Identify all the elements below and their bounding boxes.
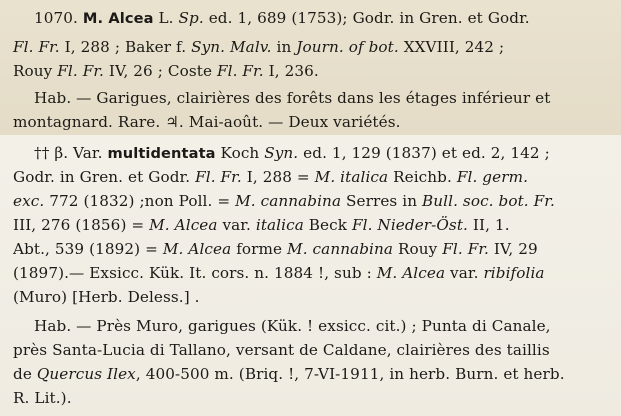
italic-text-segment: M. italica (314, 168, 389, 186)
text-segment: Serres in (341, 192, 423, 210)
variety-entry-section (0, 135, 621, 416)
variety-prefix: Var. (68, 144, 108, 162)
italic-text-segment: Fl. Fr. (13, 38, 60, 56)
variety-habitat-line-4: R. Lit.). (13, 389, 72, 407)
text-segment: II, 1. (467, 216, 510, 234)
italic-text-segment: Fl. Nieder-Öst. (351, 216, 468, 234)
text-segment: Reichb. (388, 168, 457, 186)
italic-text-segment: M. Alcea (149, 216, 218, 234)
italic-text-segment: Journ. of bot. (296, 38, 399, 56)
italic-text-segment: Syn. Malv. (191, 38, 272, 56)
text-segment: I, 288 ; Baker f. (59, 38, 192, 56)
text-segment: Beck (303, 216, 352, 234)
species-entry-section (0, 0, 621, 135)
text-segment: Abt., 539 (1892) = (13, 240, 163, 258)
italic-text-segment: Syn. (264, 144, 299, 162)
italic-text-segment: M. cannabina (287, 240, 394, 258)
italic-text-segment: Fl. Fr. (57, 62, 104, 80)
text-segment: ed. 1, 129 (1837) et ed. 2, 142 ; (298, 144, 550, 162)
variety-line-2 (13, 168, 528, 186)
variety-habitat-line-1: Hab. — Près Muro, garigues (Kük. ! exsicc. cit.) ; Punta di Canale, (34, 317, 551, 335)
citation-line-3 (13, 62, 319, 80)
italic-text-segment: M. Alcea (376, 264, 446, 282)
italic-text-segment: Bull. soc. bot. Fr. (422, 192, 555, 210)
text-segment: , 400-500 m. (Briq. !, 7-VI-1911, in herb. Burn. et herb. (135, 365, 565, 383)
text-segment: ed. 1, 689 (1753); Godr. in Gren. et Godr. (203, 9, 530, 27)
variety-heading-line (34, 144, 550, 163)
habitat-line-1: Hab. — Garigues, clairières des forêts dans les étages inférieur et (34, 89, 551, 107)
text-segment: Koch (215, 144, 265, 162)
text-segment: de (13, 365, 37, 383)
text-segment: I, 236. (263, 62, 319, 80)
italic-text-segment: M. cannabina (235, 192, 342, 210)
italic-text-segment: Quercus Ilex (36, 365, 136, 383)
text-segment: var. (445, 264, 484, 282)
variety-line-5 (13, 240, 538, 258)
variety-line-3 (13, 192, 555, 210)
text-segment: Rouy (13, 62, 58, 80)
species-number: 1070. (34, 9, 78, 27)
italic-text-segment: Fl. Fr. (216, 62, 264, 80)
text-segment: 772 (1832) ;non Poll. = (44, 192, 236, 210)
species-heading-line (34, 9, 530, 28)
italic-text-segment: Fl. germ. (456, 168, 529, 186)
text-segment: var. (217, 216, 256, 234)
text-segment: IV, 29 (488, 240, 538, 258)
italic-text-segment: Fl. Fr. (195, 168, 242, 186)
variety-habitat-line-3 (13, 365, 565, 383)
variety-line-4 (13, 216, 510, 234)
text-segment: Rouy (393, 240, 443, 258)
variety-line-7: (Muro) [Herb. Deless.] . (13, 288, 200, 306)
text-segment: (1897).— Exsicc. Kük. It. cors. n. 1884 !, sub : (13, 264, 377, 282)
text-segment: IV, 26 ; Coste (104, 62, 217, 80)
italic-text-segment: ribifolia (483, 264, 545, 282)
text-segment: XXVIII, 242 ; (398, 38, 505, 56)
italic-text-segment: M. Alcea (162, 240, 232, 258)
citation-line-2 (13, 38, 504, 56)
variety-line-6 (13, 264, 545, 282)
text-segment: in (271, 38, 297, 56)
species-name: M. Alcea (82, 10, 154, 27)
italic-text-segment: italica (255, 216, 304, 234)
habitat-line-2: montagnard. Rare. ♃. Mai-août. — Deux variétés. (13, 113, 401, 131)
text-segment: L. (153, 9, 179, 27)
variety-habitat-line-2: près Santa-Lucia di Tallano, versant de Caldane, clairières des taillis (13, 341, 550, 359)
italic-text-segment: Fl. Fr. (442, 240, 489, 258)
variety-name: multidentata (107, 145, 216, 162)
species-citation (154, 9, 530, 27)
variety-citation (216, 144, 550, 162)
text-segment: Godr. in Gren. et Godr. (13, 168, 196, 186)
text-segment: I, 288 = (241, 168, 315, 186)
text-segment: III, 276 (1856) = (13, 216, 150, 234)
italic-text-segment: exc. (13, 192, 45, 210)
variety-marks: †† β. (34, 144, 69, 162)
text-segment: forme (231, 240, 288, 258)
italic-text-segment: Sp. (178, 9, 204, 27)
